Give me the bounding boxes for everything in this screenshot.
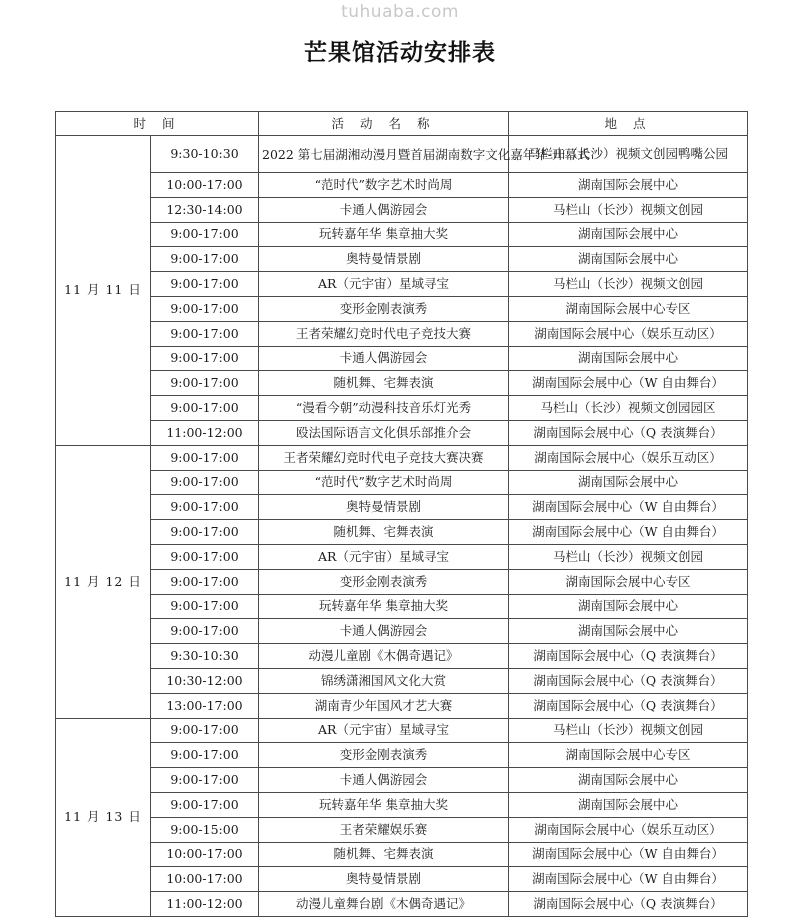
activity-cell: 随机舞、宅舞表演 bbox=[259, 842, 509, 867]
table-row bbox=[56, 594, 748, 619]
time-cell: 10:00-17:00 bbox=[151, 867, 259, 892]
date-cell: 11 月 13 日 bbox=[56, 718, 151, 916]
table-row bbox=[56, 272, 748, 297]
time-cell: 9:30-10:30 bbox=[151, 136, 259, 173]
activity-cell: “漫看今朝”动漫科技音乐灯光秀 bbox=[259, 396, 509, 421]
watermark-text: tuhuaba.com bbox=[341, 2, 459, 22]
activity-cell: 玩转嘉年华 集章抽大奖 bbox=[259, 594, 509, 619]
activity-cell: 玩转嘉年华 集章抽大奖 bbox=[259, 792, 509, 817]
table-row bbox=[56, 817, 748, 842]
table-row bbox=[56, 842, 748, 867]
location-cell: 湖南国际会展中心 bbox=[509, 247, 748, 272]
activity-cell: 变形金刚表演秀 bbox=[259, 743, 509, 768]
activity-cell: 奥特曼情景剧 bbox=[259, 247, 509, 272]
time-cell: 9:30-10:30 bbox=[151, 644, 259, 669]
schedule-table bbox=[55, 111, 748, 917]
location-cell: 湖南国际会展中心 bbox=[509, 470, 748, 495]
activity-cell: 湖南青少年国风才艺大赛 bbox=[259, 693, 509, 718]
table-row bbox=[56, 222, 748, 247]
activity-cell: “范时代”数字艺术时尚周 bbox=[259, 470, 509, 495]
table-row bbox=[56, 693, 748, 718]
location-cell: 湖南国际会展中心（W 自由舞台） bbox=[509, 520, 748, 545]
activity-cell: 动漫儿童舞台剧《木偶奇遇记》 bbox=[259, 892, 509, 917]
date-cell: 11 月 12 日 bbox=[56, 445, 151, 718]
location-cell: 湖南国际会展中心 bbox=[509, 222, 748, 247]
location-cell: 湖南国际会展中心（娱乐互动区） bbox=[509, 445, 748, 470]
table-row bbox=[56, 321, 748, 346]
location-cell: 湖南国际会展中心专区 bbox=[509, 296, 748, 321]
activity-cell: 卡通人偶游园会 bbox=[259, 346, 509, 371]
location-cell: 湖南国际会展中心 bbox=[509, 346, 748, 371]
activity-cell: 卡通人偶游园会 bbox=[259, 768, 509, 793]
table-row bbox=[56, 619, 748, 644]
activity-cell: 王者荣耀幻竞时代电子竞技大赛决赛 bbox=[259, 445, 509, 470]
activity-cell: 王者荣耀娱乐赛 bbox=[259, 817, 509, 842]
time-cell: 9:00-17:00 bbox=[151, 445, 259, 470]
activity-cell: 奥特曼情景剧 bbox=[259, 867, 509, 892]
activity-cell: 锦绣潇湘国风文化大赏 bbox=[259, 668, 509, 693]
time-cell: 9:00-17:00 bbox=[151, 495, 259, 520]
activity-cell: 卡通人偶游园会 bbox=[259, 619, 509, 644]
table-row bbox=[56, 520, 748, 545]
table-row bbox=[56, 173, 748, 198]
activity-cell: 2022 第七届湖湘动漫月暨首届湖南数字文化嘉年华-开幕式 bbox=[259, 136, 509, 173]
location-cell: 湖南国际会展中心（W 自由舞台） bbox=[509, 842, 748, 867]
time-cell: 10:00-17:00 bbox=[151, 173, 259, 198]
location-cell: 湖南国际会展中心（Q 表演舞台） bbox=[509, 668, 748, 693]
time-cell: 9:00-17:00 bbox=[151, 569, 259, 594]
table-header-row bbox=[56, 112, 748, 136]
table-row bbox=[56, 197, 748, 222]
table-row bbox=[56, 396, 748, 421]
time-cell: 9:00-17:00 bbox=[151, 396, 259, 421]
table-row bbox=[56, 569, 748, 594]
location-cell: 湖南国际会展中心（娱乐互动区） bbox=[509, 321, 748, 346]
table-row bbox=[56, 743, 748, 768]
location-cell: 马栏山（长沙）视频文创园 bbox=[509, 272, 748, 297]
table-row bbox=[56, 718, 748, 743]
location-cell: 湖南国际会展中心（娱乐互动区） bbox=[509, 817, 748, 842]
time-cell: 11:00-12:00 bbox=[151, 892, 259, 917]
activity-cell: AR（元宇宙）星域寻宝 bbox=[259, 544, 509, 569]
location-cell: 湖南国际会展中心（W 自由舞台） bbox=[509, 867, 748, 892]
activity-cell: 随机舞、宅舞表演 bbox=[259, 520, 509, 545]
activity-cell: 殴法国际语言文化俱乐部推介会 bbox=[259, 420, 509, 445]
time-cell: 9:00-17:00 bbox=[151, 619, 259, 644]
location-cell: 湖南国际会展中心（Q 表演舞台） bbox=[509, 693, 748, 718]
time-cell: 9:00-17:00 bbox=[151, 594, 259, 619]
table-row bbox=[56, 136, 748, 173]
time-cell: 9:00-17:00 bbox=[151, 520, 259, 545]
location-cell: 湖南国际会展中心专区 bbox=[509, 743, 748, 768]
table-row bbox=[56, 346, 748, 371]
table-row bbox=[56, 495, 748, 520]
time-cell: 13:00-17:00 bbox=[151, 693, 259, 718]
time-cell: 9:00-17:00 bbox=[151, 768, 259, 793]
location-cell: 湖南国际会展中心 bbox=[509, 768, 748, 793]
table-row bbox=[56, 420, 748, 445]
time-cell: 12:30-14:00 bbox=[151, 197, 259, 222]
time-cell: 9:00-17:00 bbox=[151, 371, 259, 396]
table-row bbox=[56, 371, 748, 396]
time-cell: 9:00-17:00 bbox=[151, 272, 259, 297]
table-row bbox=[56, 470, 748, 495]
activity-cell: AR（元宇宙）星域寻宝 bbox=[259, 272, 509, 297]
time-cell: 9:00-17:00 bbox=[151, 792, 259, 817]
location-cell: 湖南国际会展中心（Q 表演舞台） bbox=[509, 892, 748, 917]
location-cell: 湖南国际会展中心（Q 表演舞台） bbox=[509, 644, 748, 669]
table-row bbox=[56, 247, 748, 272]
time-cell: 9:00-17:00 bbox=[151, 321, 259, 346]
time-cell: 9:00-17:00 bbox=[151, 470, 259, 495]
table-row bbox=[56, 867, 748, 892]
location-cell: 湖南国际会展中心（Q 表演舞台） bbox=[509, 420, 748, 445]
table-row bbox=[56, 644, 748, 669]
activity-cell: 奥特曼情景剧 bbox=[259, 495, 509, 520]
activity-cell: 王者荣耀幻竞时代电子竞技大赛 bbox=[259, 321, 509, 346]
header-activity: 活 动 名 称 bbox=[259, 112, 509, 136]
location-cell: 湖南国际会展中心 bbox=[509, 792, 748, 817]
table-row bbox=[56, 668, 748, 693]
time-cell: 9:00-17:00 bbox=[151, 718, 259, 743]
location-cell: 湖南国际会展中心专区 bbox=[509, 569, 748, 594]
table-row bbox=[56, 768, 748, 793]
table-row bbox=[56, 445, 748, 470]
location-cell: 湖南国际会展中心 bbox=[509, 594, 748, 619]
time-cell: 10:00-17:00 bbox=[151, 842, 259, 867]
location-cell: 马栏山（长沙）视频文创园 bbox=[509, 718, 748, 743]
time-cell: 9:00-17:00 bbox=[151, 222, 259, 247]
activity-cell: 随机舞、宅舞表演 bbox=[259, 371, 509, 396]
location-cell: 湖南国际会展中心 bbox=[509, 173, 748, 198]
time-cell: 9:00-17:00 bbox=[151, 544, 259, 569]
schedule-body bbox=[56, 136, 748, 917]
date-cell: 11 月 11 日 bbox=[56, 136, 151, 446]
time-cell: 11:00-12:00 bbox=[151, 420, 259, 445]
page-title: 芒果馆活动安排表 bbox=[304, 39, 496, 66]
activity-cell: 玩转嘉年华 集章抽大奖 bbox=[259, 222, 509, 247]
time-cell: 9:00-15:00 bbox=[151, 817, 259, 842]
location-cell: 马栏山（长沙）视频文创园 bbox=[509, 197, 748, 222]
activity-cell: 动漫儿童剧《木偶奇遇记》 bbox=[259, 644, 509, 669]
time-cell: 9:00-17:00 bbox=[151, 296, 259, 321]
time-cell: 10:30-12:00 bbox=[151, 668, 259, 693]
location-cell: 马栏山（长沙）视频文创园园区 bbox=[509, 396, 748, 421]
header-time: 时 间 bbox=[56, 112, 259, 136]
time-cell: 9:00-17:00 bbox=[151, 346, 259, 371]
location-cell: 马栏山（长沙）视频文创园鸭嘴公园 bbox=[509, 136, 748, 173]
location-cell: 湖南国际会展中心 bbox=[509, 619, 748, 644]
table-row bbox=[56, 892, 748, 917]
time-cell: 9:00-17:00 bbox=[151, 743, 259, 768]
activity-cell: 变形金刚表演秀 bbox=[259, 569, 509, 594]
location-cell: 湖南国际会展中心（W 自由舞台） bbox=[509, 371, 748, 396]
activity-cell: 变形金刚表演秀 bbox=[259, 296, 509, 321]
table-row bbox=[56, 792, 748, 817]
activity-cell: AR（元宇宙）星域寻宝 bbox=[259, 718, 509, 743]
location-cell: 湖南国际会展中心（W 自由舞台） bbox=[509, 495, 748, 520]
table-row bbox=[56, 296, 748, 321]
activity-cell: 卡通人偶游园会 bbox=[259, 197, 509, 222]
time-cell: 9:00-17:00 bbox=[151, 247, 259, 272]
table-row bbox=[56, 544, 748, 569]
location-cell: 马栏山（长沙）视频文创园 bbox=[509, 544, 748, 569]
activity-cell: “范时代”数字艺术时尚周 bbox=[259, 173, 509, 198]
header-location: 地 点 bbox=[509, 112, 748, 136]
